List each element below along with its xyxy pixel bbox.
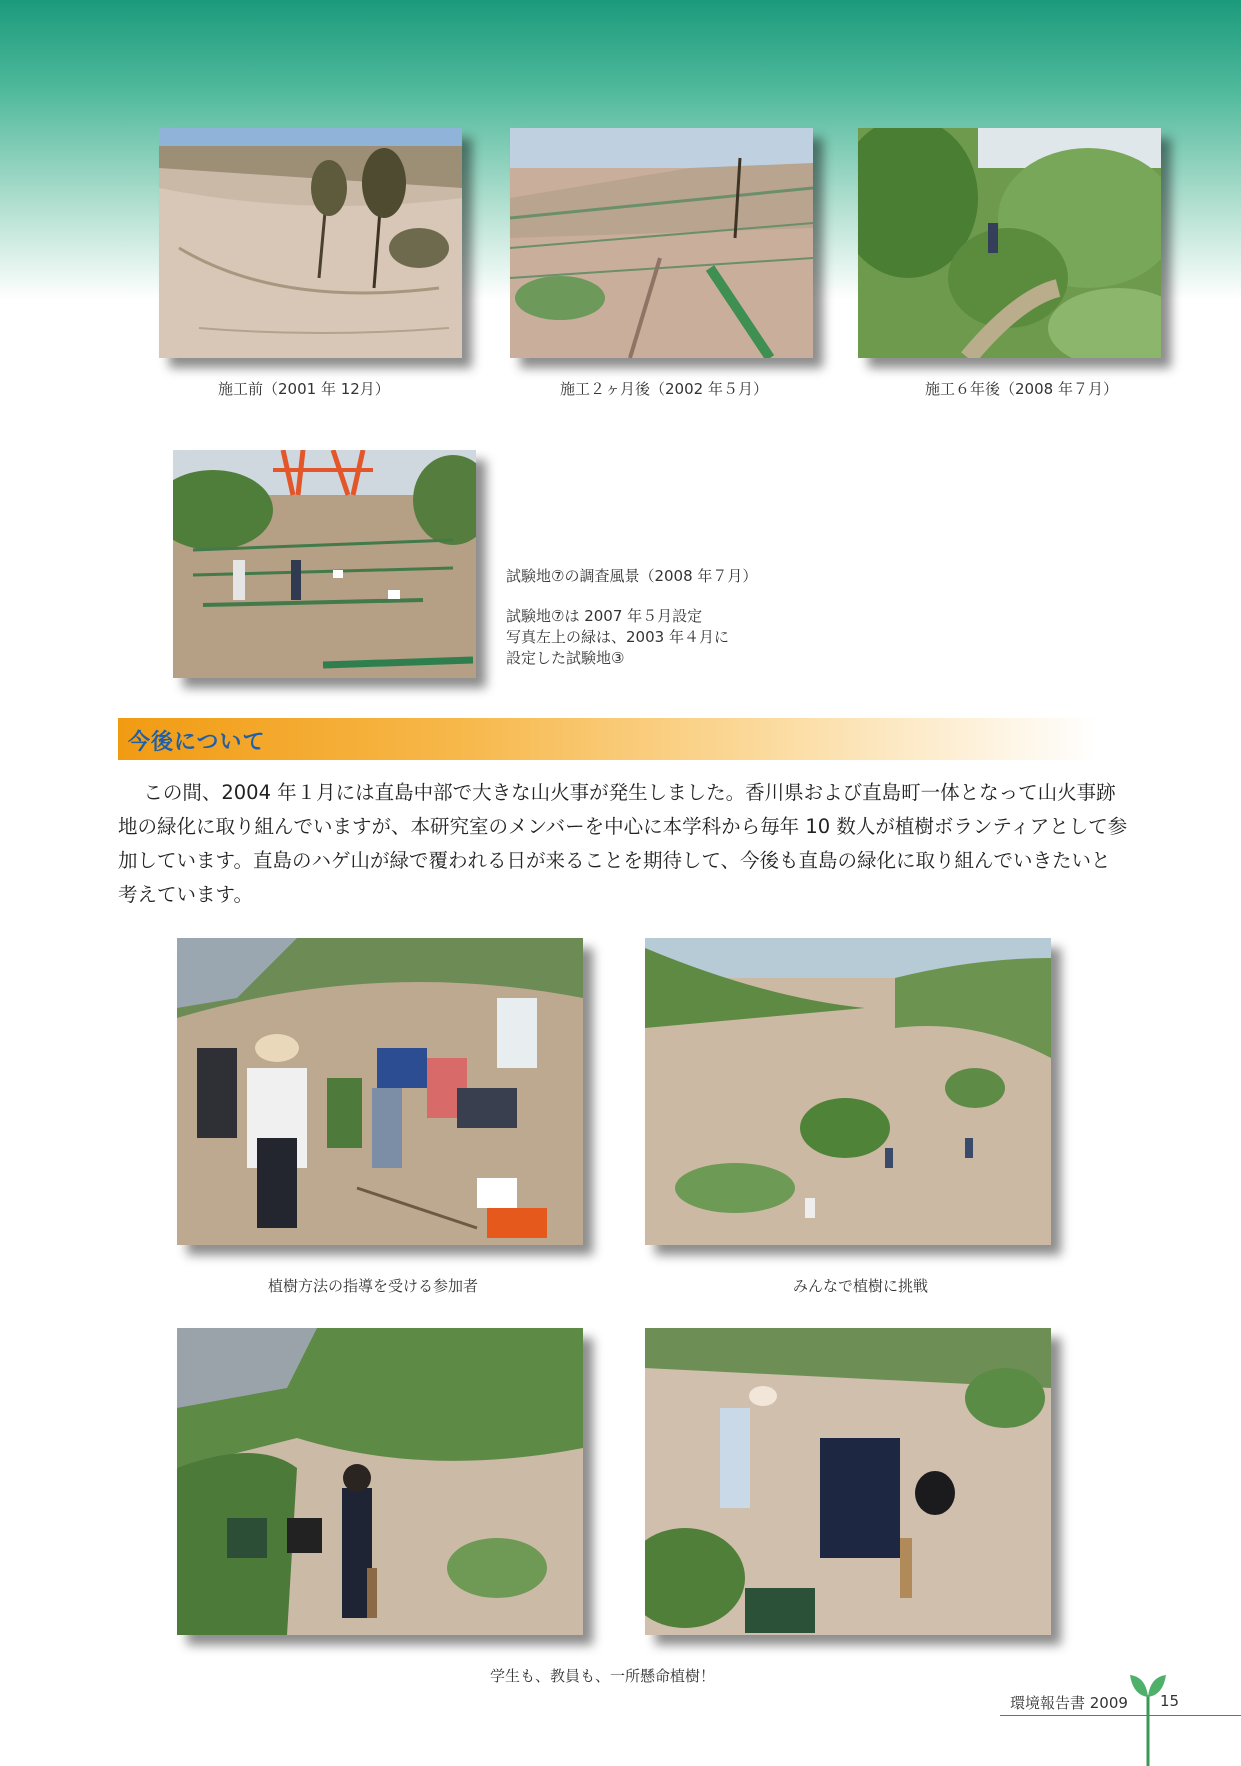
photo-six-years-after xyxy=(858,128,1161,358)
section-paragraph: この間、2004 年１月には直島中部で大きな山火事が発生しました。香川県および直島町一体となって山火事跡地の緑化に取り組んでいますが、本研究室のメンバーを中心に本学科から毎年 10 数人が植樹ボランティアとして参加しています。直島のハゲ山が緑で覆われる日が来ることを期待して、今後も直島の緑化に取り組んでいきたいと考えています。 xyxy=(118,781,1128,906)
sprout-icon xyxy=(1128,1665,1168,1766)
photo-caption-everyone: みんなで植樹に挑戦 xyxy=(793,1277,929,1295)
survey-note-3: 設定した試験地③ xyxy=(506,649,625,667)
photo-caption-before: 施工前（2001 年 12月） xyxy=(218,380,390,398)
section-title: 今後について xyxy=(128,730,266,755)
page-number: 15 xyxy=(1160,1692,1180,1710)
section-heading-bar xyxy=(118,718,1098,760)
photo-caption-instruction: 植樹方法の指導を受ける参加者 xyxy=(268,1277,479,1295)
photo-caption-six-years: 施工６年後（2008 年７月） xyxy=(925,380,1118,398)
photo-student-planting xyxy=(177,1328,583,1635)
section-body xyxy=(118,776,1128,912)
photo-caption-two-months: 施工２ヶ月後（2002 年５月） xyxy=(560,380,768,398)
photo-survey-site-7 xyxy=(173,450,476,678)
photo-teacher-planting xyxy=(645,1328,1051,1635)
photo-everyone-planting xyxy=(645,938,1051,1245)
survey-note-2: 写真左上の緑は、2003 年４月に xyxy=(506,628,729,646)
survey-note-1: 試験地⑦は 2007 年５月設定 xyxy=(506,607,703,625)
photo-instruction xyxy=(177,938,583,1245)
footer-rule xyxy=(1000,1715,1241,1716)
photo-before-construction xyxy=(159,128,462,358)
photo-two-months-after xyxy=(510,128,813,358)
photo-caption-students-teachers: 学生も、教員も、一所懸命植樹！ xyxy=(490,1667,716,1685)
survey-caption: 試験地⑦の調査風景（2008 年７月） xyxy=(506,567,758,585)
footer-report-title: 環境報告書 2009 xyxy=(1010,1694,1128,1712)
